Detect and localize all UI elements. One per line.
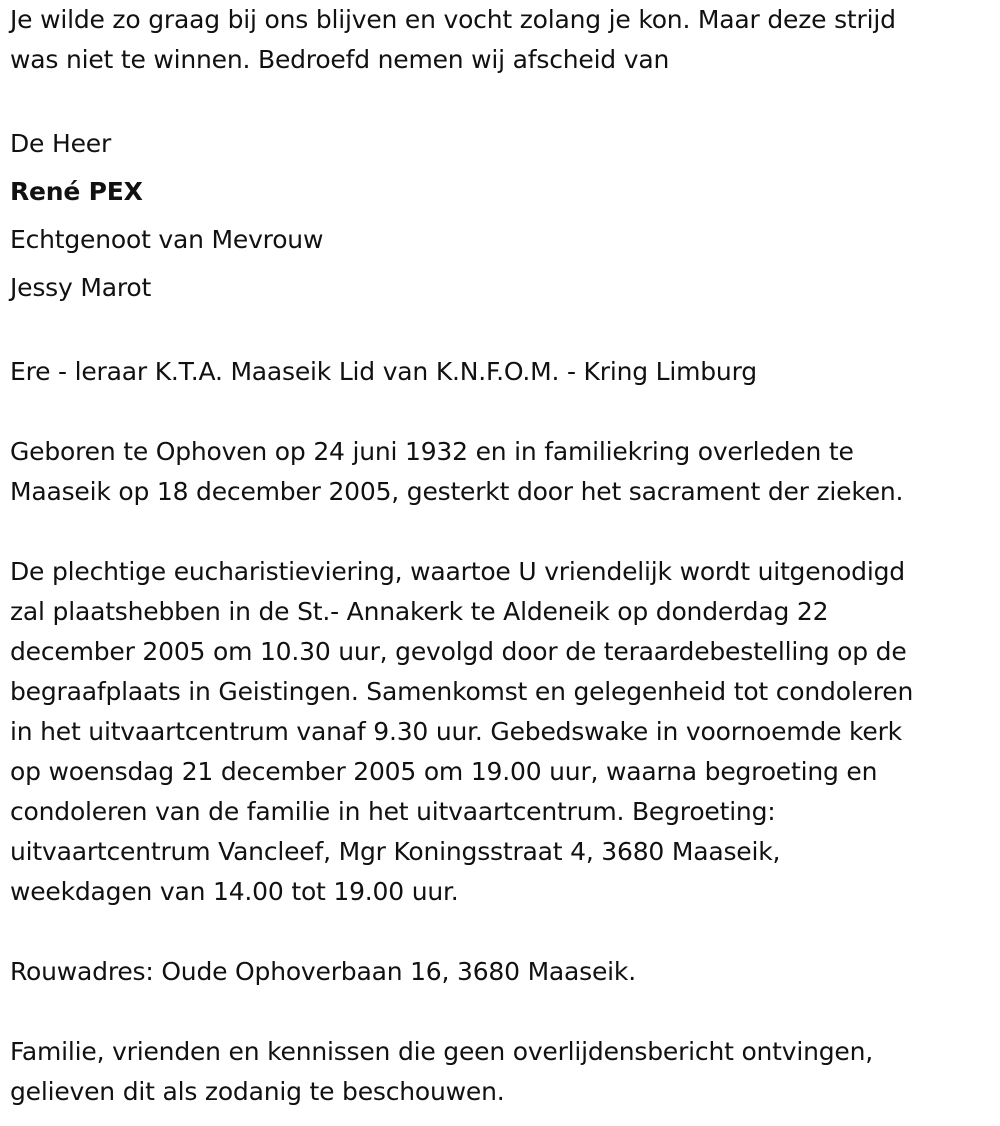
ceremony-line: condoleren van de familie in het uitvaartcentrum. Begroeting: [10,797,776,826]
birth-death-line: Maaseik op 18 december 2005, gesterkt door het sacrament der zieken. [10,477,904,506]
mourning-address: Rouwadres: Oude Ophoverbaan 16, 3680 Maaseik. [10,957,636,986]
ceremony-line: begraafplaats in Geistingen. Samenkomst en gelegenheid tot condoleren [10,677,914,706]
ceremony-line: zal plaatshebben in de St.- Annakerk te Aldeneik op donderdag 22 [10,597,829,626]
profession-paragraph [10,352,995,392]
ceremony-line: uitvaartcentrum Vancleef, Mgr Koningsstraat 4, 3680 Maaseik, [10,837,781,866]
profession-line: Ere - leraar K.T.A. Maaseik Lid van K.N.F.O.M. - Kring Limburg [10,357,757,386]
ceremony-line: De plechtige eucharistieviering, waartoe U vriendelijk wordt uitgenodigd [10,557,905,586]
ceremony-line: in het uitvaartcentrum vanaf 9.30 uur. Gebedswake in voornoemde kerk [10,717,902,746]
name-block [10,120,995,312]
birth-death-line: Geboren te Ophoven op 24 juni 1932 en in familiekring overleden te [10,437,854,466]
intro-line: was niet te winnen. Bedroefd nemen wij afscheid van [10,45,670,74]
ceremony-line: weekdagen van 14.00 tot 19.00 uur. [10,877,459,906]
ceremony-line: december 2005 om 10.30 uur, gevolgd door de teraardebestelling op de [10,637,907,666]
spouse-name: Jessy Marot [10,273,152,302]
deceased-name: René PEX [10,177,143,206]
intro-line: Je wilde zo graag bij ons blijven en vocht zolang je kon. Maar deze strijd [10,5,896,34]
closing-paragraph [10,1032,995,1112]
mourning-address-paragraph [10,952,995,992]
closing-line: Familie, vrienden en kennissen die geen overlijdensbericht ontvingen, [10,1037,874,1066]
salutation: De Heer [10,129,112,158]
obituary-document [10,0,995,1112]
ceremony-paragraph [10,552,995,912]
spouse-line: Echtgenoot van Mevrouw [10,225,324,254]
ceremony-line: op woensdag 21 december 2005 om 19.00 uur, waarna begroeting en [10,757,878,786]
closing-line: gelieven dit als zodanig te beschouwen. [10,1077,505,1106]
intro-paragraph [10,0,995,80]
birth-death-paragraph [10,432,995,512]
